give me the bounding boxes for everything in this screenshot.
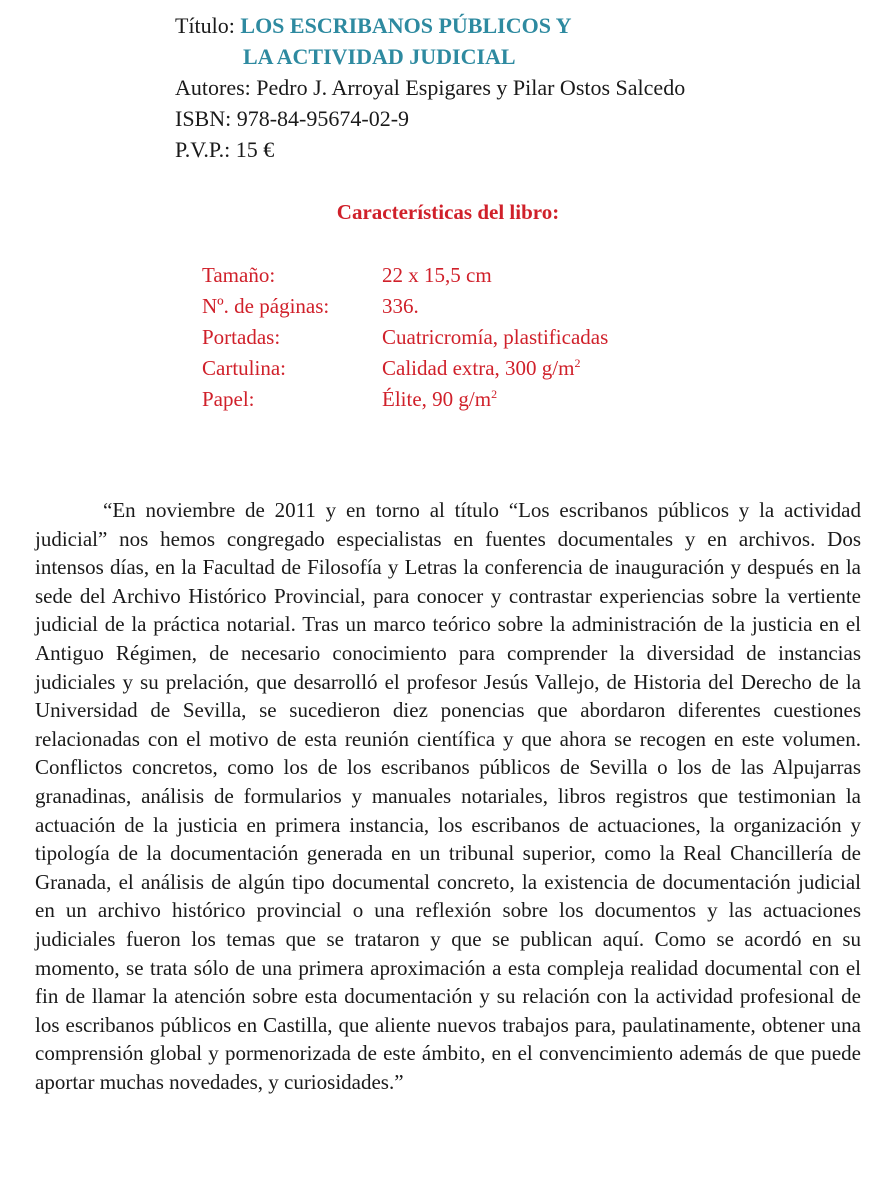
features-heading: Características del libro: — [336, 200, 560, 224]
feature-row — [202, 384, 608, 415]
feature-value: Calidad extra, 300 $g/m^2$ — [382, 356, 581, 380]
title-line — [175, 10, 685, 41]
feature-label: Papel: — [202, 387, 255, 411]
feature-label: Nº. de páginas: — [202, 294, 330, 318]
book-title-line2: LA ACTIVIDAD JUDICIAL — [243, 44, 516, 69]
description-paragraph: “En noviembre de 2011 y en torno al título “Los escribanos públicos y la actividad judicial” nos hemos congregado especialistas en fuentes documentales y en archivos. Dos intensos días, en la Facultad de Filosofía y Letras la conferencia de inauguración y después en la sede del Archivo Histórico Provincial, para conocer y contrastar experiencias sobre la vertiente judicial de la práctica notarial. Tras un marco teórico sobre la administración de la justicia en el Antiguo Régimen, de necesario conocimiento para comprender la diversidad de instancias judiciales y su prelación, que desarrolló el profesor Jesús Vallejo, de Historia del Derecho de la Universidad de Sevilla, se sucedieron diez ponencias que abordaron diferentes cuestiones relacionadas con el motivo de esta reunión científica y que ahora se recogen en este volumen. Conflictos concretos, como los de los escribanos públicos de Sevilla o los de las Alpujarras granadinas, análisis de formularios y manuales notariales, libros registros que testimonian la actuación de la justicia en primera instancia, los escribanos de actuaciones, la organización y tipología de la documentación generada en un tribunal superior, como la Real Chancillería de Granada, el análisis de algún tipo documental concreto, la existencia de documentación judicial en un archivo histórico provincial o una reflexión sobre los documentos y las actuaciones judiciales fueron los temas que se trataron y que se publican aquí. Como se acordó en su momento, se trata sólo de una primera aproximación a esta compleja realidad documental con el fin de llamar la atención sobre esta documentación y su relación con la actividad profesional de los escribanos públicos en Castilla, que aliente nuevos trabajos para, paulatinamente, obtener una comprensión global y pormenorizada de este ámbito, en el convencimiento además de que puede aportar muchas novedades, y curiosidades.” — [35, 498, 861, 1094]
authors: Autores: Pedro J. Arroyal Espigares y Pilar Ostos Salcedo — [175, 75, 686, 100]
features-list — [202, 260, 608, 415]
feature-value: Cuatricromía, plastificadas — [382, 325, 609, 349]
title-label: Título: — [175, 13, 235, 38]
feature-value: 22 x 15,5 cm — [382, 263, 492, 287]
feature-label: Tamaño: — [202, 263, 276, 287]
feature-row — [202, 260, 608, 291]
feature-value: 336. — [382, 294, 419, 318]
feature-label: Portadas: — [202, 325, 281, 349]
price: P.V.P.: 15 € — [175, 137, 275, 162]
feature-value: Élite, 90 $g/m^2$ — [382, 387, 498, 411]
book-title-line1: LOS ESCRIBANOS PÚBLICOS Y — [240, 13, 572, 38]
feature-row — [202, 291, 608, 322]
feature-label: Cartulina: — [202, 356, 286, 380]
book-header — [175, 10, 685, 165]
feature-row — [202, 322, 608, 353]
feature-row — [202, 353, 608, 384]
isbn: ISBN: 978-84-95674-02-9 — [175, 106, 410, 131]
